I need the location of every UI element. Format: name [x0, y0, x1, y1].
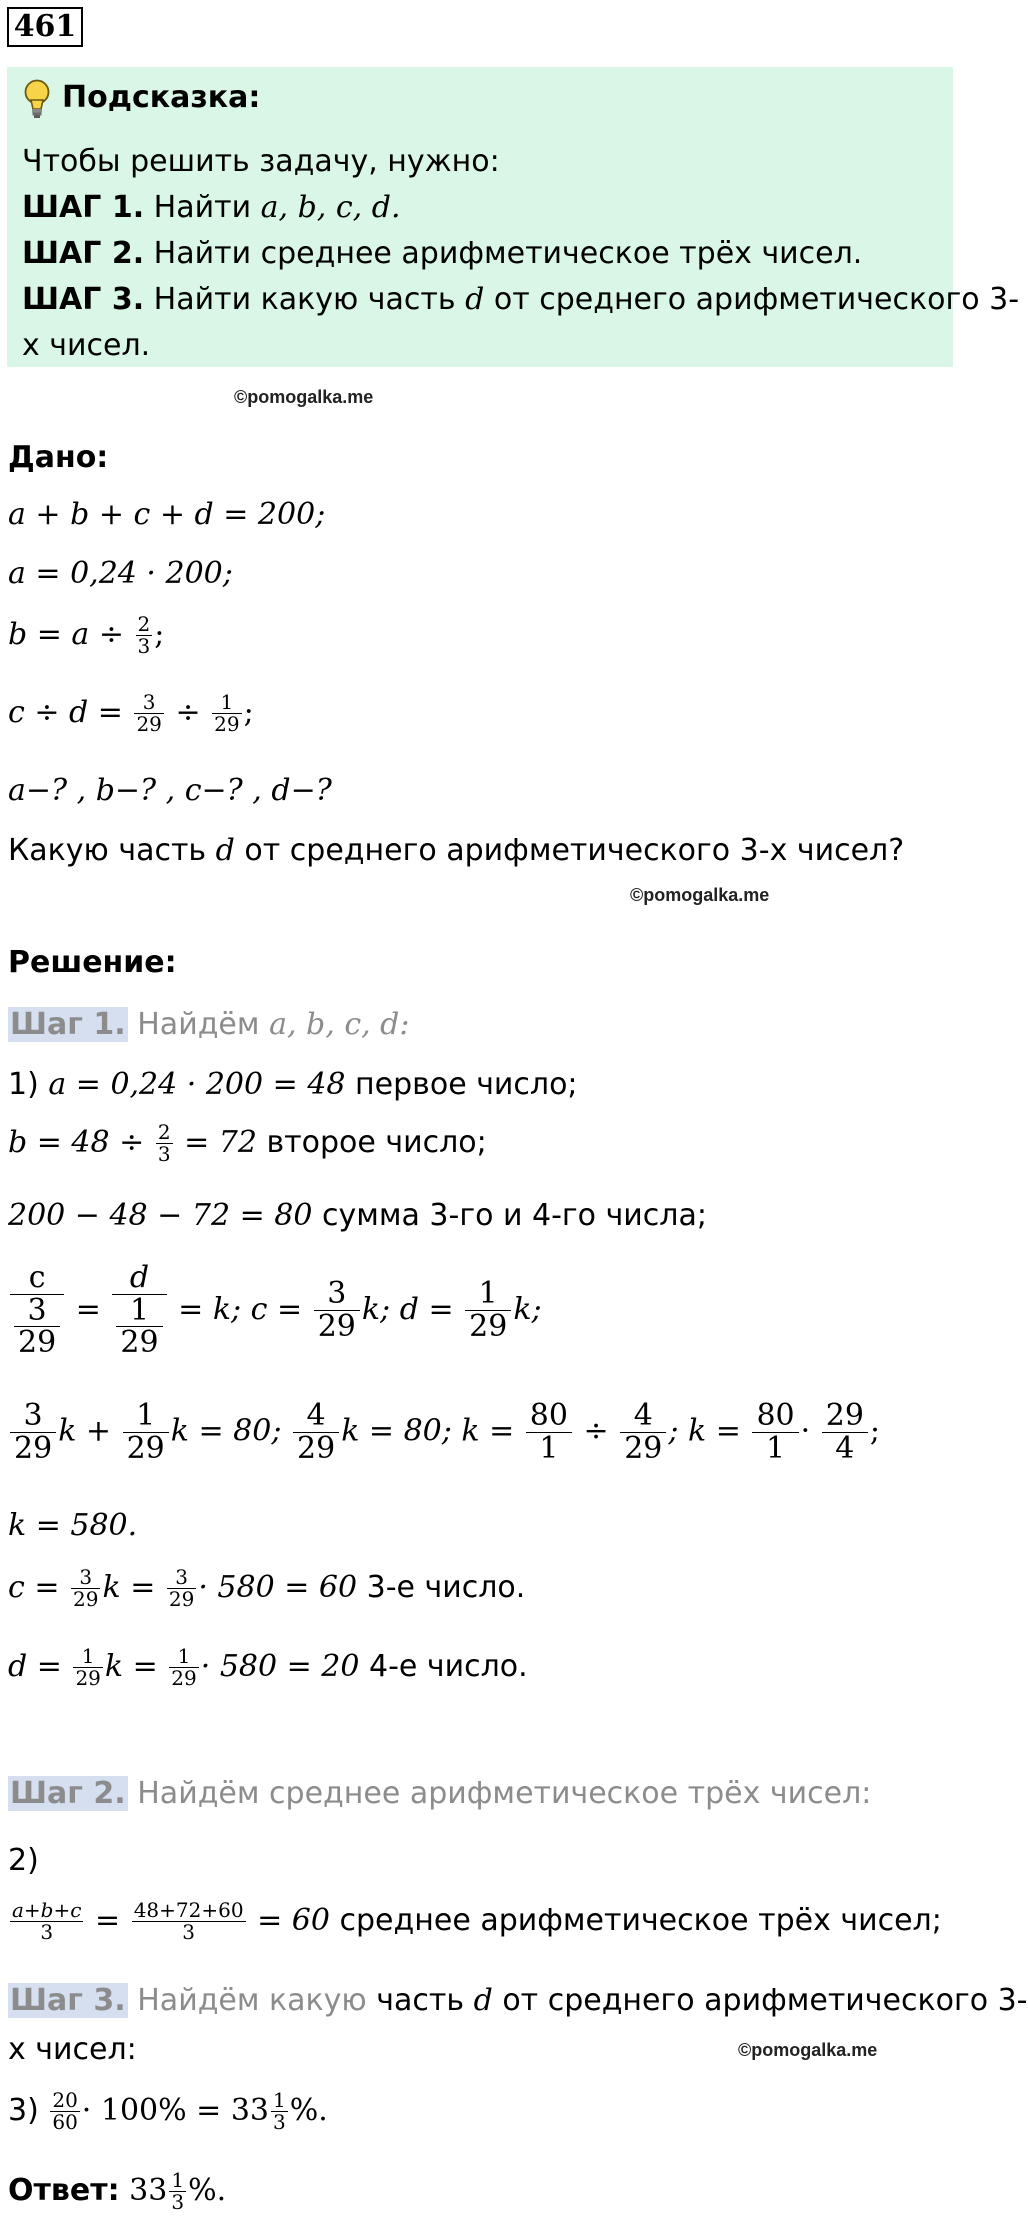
fraction: $\frac{2}{3}$ — [157, 1120, 171, 1166]
hint-step-3-cont: х чисел. — [22, 328, 151, 363]
step-2-label: Шаг 2. — [10, 1776, 126, 1811]
hint-title: Подсказка: — [62, 80, 261, 115]
given-unknowns: a−? , b−? , c−? , d−? — [8, 773, 332, 808]
problem-number: 461 — [7, 7, 83, 47]
fraction: $\frac{a+b+c}{3}$ — [12, 1898, 82, 1944]
given-eq-1: a + b + c + d = 200; — [8, 497, 326, 532]
step-1-line-5: $\frac{3}{29}$ k + $\frac{1}{29}$ k = 80; $\frac{4}{29}$ k = 80; k = $\frac{80}{1}$ ÷ $\frac{4}{29}$ ; k = $\frac{80}{1}$ · $\frac{29}{4}$ ; — [8, 1400, 880, 1464]
answer-label: Ответ: — [8, 2173, 120, 2208]
hint-step-2-text: Найти среднее арифметическое трёх чисел. — [153, 236, 863, 271]
step-3-line-1: 3) $\frac{20}{60}$ · 100% = 33 $\frac{1}{3}$ %. — [8, 2088, 328, 2134]
step-1-line-7: c = $\frac{3}{29}$ k = $\frac{3}{29}$ · 580 = 60 3-е число. — [8, 1565, 526, 1611]
hint-step-1-text: Найти — [153, 190, 252, 225]
hint-step-2 — [22, 236, 862, 271]
fraction: $\frac{3}{29}$ — [136, 690, 162, 736]
step-1-line-6: k = 580. — [8, 1508, 138, 1543]
hint-step-3 — [22, 282, 1019, 317]
fraction: $\frac{1}{29}$ — [214, 690, 240, 736]
given-title: Дано: — [8, 440, 109, 475]
hint-step-3-label: ШАГ 3. — [22, 282, 145, 317]
step-1-label: Шаг 1. — [10, 1007, 126, 1042]
fraction: $\frac{4}{29}$ — [293, 1400, 339, 1464]
complex-fraction-d: $\frac{d}{\frac{1}{29}}$ — [112, 1262, 166, 1359]
step-3-label: Шаг 3. — [10, 1983, 126, 2018]
step-1-line-3: 200 − 48 − 72 = 80 сумма 3-го и 4-го числа; — [8, 1198, 707, 1233]
fraction: $\frac{1}{3}$ — [273, 2088, 286, 2134]
fraction: $\frac{1}{29}$ — [75, 1644, 101, 1690]
watermark: ©pomogalka.me — [630, 885, 770, 905]
answer-value: 33 — [129, 2173, 168, 2208]
complex-fraction-c: $\frac{c}{\frac{3}{29}}$ — [10, 1262, 64, 1359]
fraction: $\frac{1}{29}$ — [171, 1644, 197, 1690]
hint-intro: Чтобы решить задачу, нужно: — [22, 144, 500, 179]
step-1-line-4: $\frac{c}{\frac{3}{29}}$ = $\frac{d}{\frac{1}{29}}$ = k; c = $\frac{3}{29}$ k; d = $\frac{1}{29}$ k; — [8, 1262, 542, 1359]
hint-step-1-vars: a, b, c, d. — [260, 190, 401, 225]
hint-step-2-label: ШАГ 2. — [22, 236, 145, 271]
given-eq-3-lhs: b = a ÷ — [8, 617, 124, 652]
given-eq-3: b = a ÷ $\frac{2}{3}$ ; — [8, 612, 165, 658]
step-2-line-1: 2) — [8, 1843, 39, 1878]
given-eq-4-lhs: c ÷ d = — [8, 695, 123, 730]
fraction: $\frac{3}{29}$ — [73, 1565, 99, 1611]
step-2-heading: Шаг 2. Найдём среднее арифметическое трёх чисел: — [10, 1776, 872, 1811]
step-3-heading: Шаг 3. Найдём какую часть d от среднего арифметического 3- — [10, 1983, 1028, 2018]
lightbulb-icon — [22, 78, 52, 120]
hint-step-3-text-b: от среднего арифметического 3- — [493, 282, 1020, 317]
fraction: $\frac{1}{3}$ — [171, 2168, 185, 2214]
step-1-heading: Шаг 1. Найдём a, b, c, d: — [10, 1007, 410, 1042]
step-2-line-2: $\frac{a+b+c}{3}$ = $\frac{48+72+60}{3}$ = 60 среднее арифметическое трёх чисел; — [12, 1898, 942, 1944]
given-eq-4: c ÷ d = $\frac{3}{29}$ ÷ $\frac{1}{29}$ ; — [8, 690, 254, 736]
fraction: $\frac{3}{29}$ — [314, 1278, 360, 1342]
given-question: Какую часть d от среднего арифметического 3-х чисел? — [8, 833, 905, 868]
step-3-heading-cont: х чисел: — [8, 2032, 137, 2067]
hint-step-1-label: ШАГ 1. — [22, 190, 145, 225]
watermark: ©pomogalka.me — [234, 387, 374, 407]
fraction: $\frac{20}{60}$ — [52, 2088, 78, 2134]
step-1-line-1: 1) a = 0,24 · 200 = 48 первое число; — [8, 1067, 578, 1102]
fraction: $\frac{1}{29}$ — [465, 1278, 511, 1342]
hint-step-3-text-a: Найти какую часть — [153, 282, 456, 317]
answer: Ответ: 33 $\frac{1}{3}$ %. — [8, 2168, 227, 2214]
fraction: $\frac{29}{4}$ — [822, 1400, 868, 1464]
fraction: $\frac{1}{29}$ — [123, 1400, 169, 1464]
fraction: $\frac{48+72+60}{3}$ — [133, 1898, 244, 1944]
fraction: $\frac{2}{3}$ — [137, 612, 151, 658]
step-1-line-8: d = $\frac{1}{29}$ k = $\frac{1}{29}$ · 580 = 20 4-е число. — [8, 1644, 528, 1690]
watermark: ©pomogalka.me — [738, 2040, 878, 2060]
hint-step-3-var: d — [465, 282, 485, 317]
solution-title: Решение: — [8, 945, 177, 980]
fraction: $\frac{80}{1}$ — [526, 1400, 572, 1464]
fraction: $\frac{3}{29}$ — [10, 1400, 56, 1464]
hint-step-1 — [22, 190, 400, 225]
fraction: $\frac{80}{1}$ — [752, 1400, 798, 1464]
step-1-line-2: b = 48 ÷ $\frac{2}{3}$ = 72 второе число; — [8, 1120, 487, 1166]
fraction: $\frac{4}{29}$ — [620, 1400, 666, 1464]
given-eq-2: a = 0,24 · 200; — [8, 556, 233, 591]
fraction: $\frac{3}{29}$ — [168, 1565, 195, 1611]
